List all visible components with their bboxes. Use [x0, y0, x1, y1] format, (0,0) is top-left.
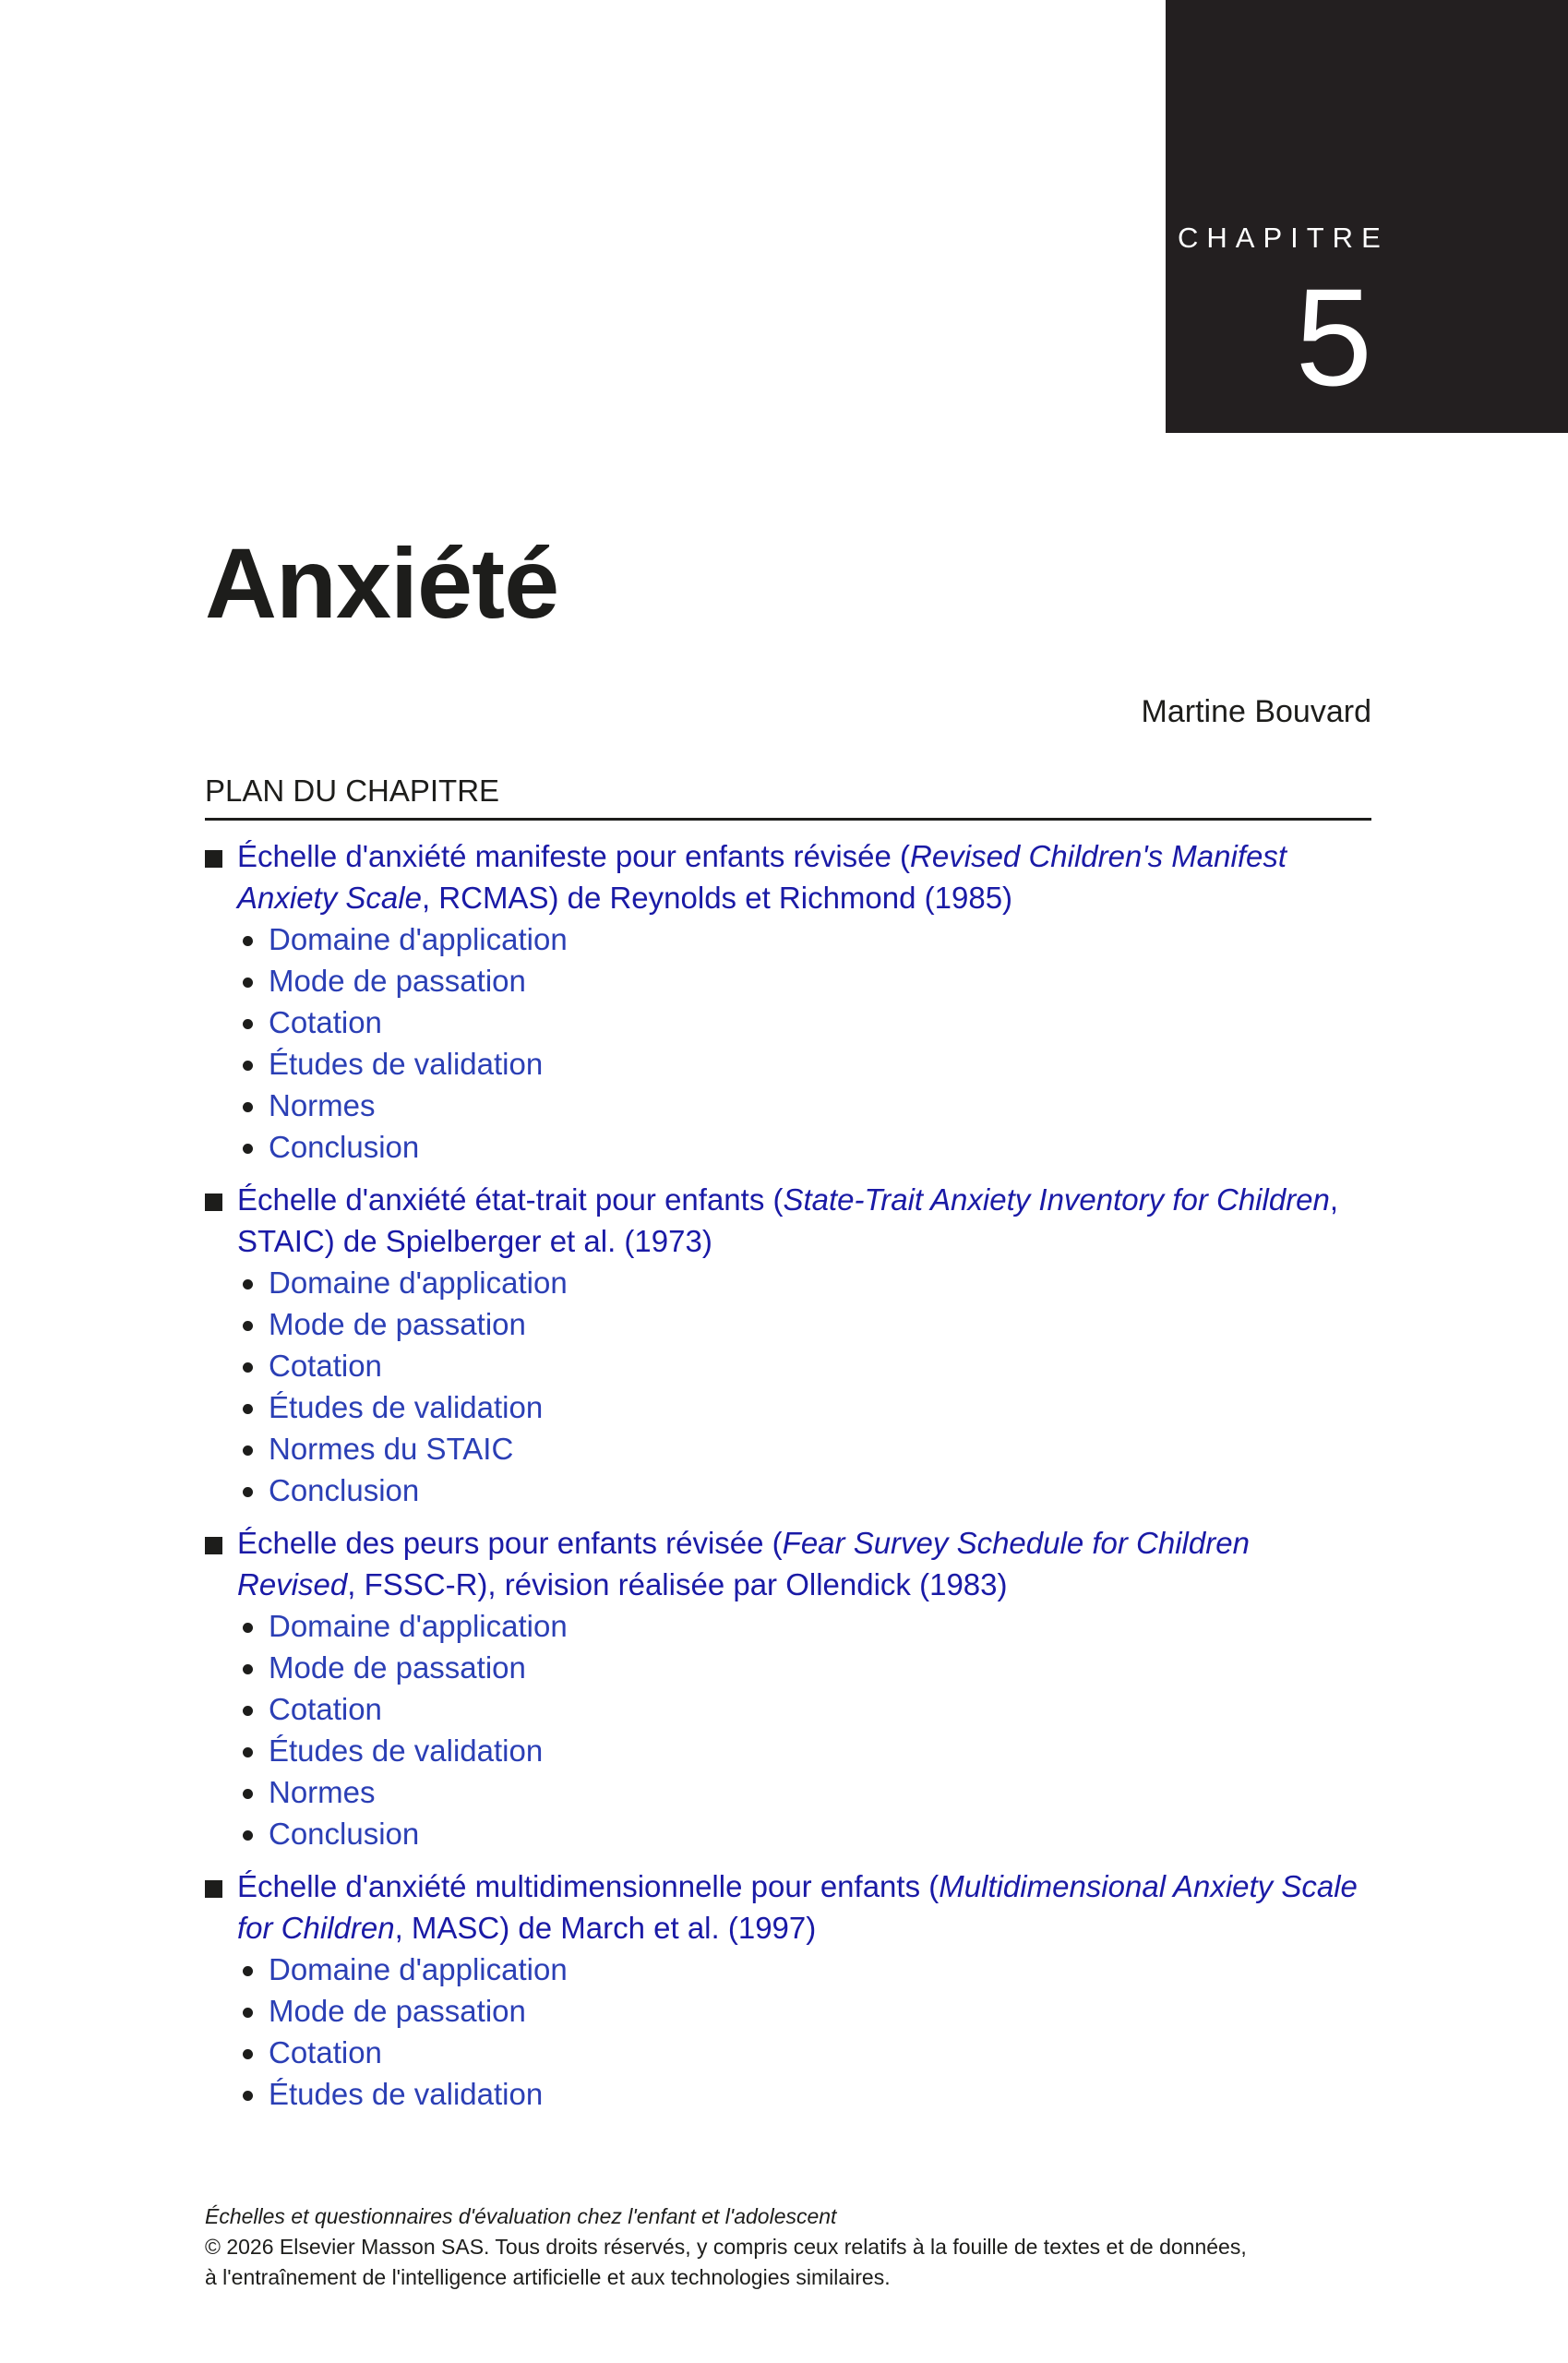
- toc-subsection-link[interactable]: [237, 1428, 1371, 1469]
- toc-title-english: Multidimensional Anxiety Scale for Children: [237, 1869, 1358, 1945]
- toc-section-link[interactable]: [237, 1522, 1371, 1605]
- toc-subsection-link[interactable]: [237, 1771, 1371, 1813]
- toc-subsection-label: Conclusion: [269, 1130, 420, 1164]
- toc-subsection-label: Normes: [269, 1088, 376, 1122]
- toc-subsection-label: Études de validation: [269, 2077, 544, 2111]
- bullet-dot-icon: [243, 1830, 253, 1841]
- square-bullet-icon: [205, 850, 222, 868]
- toc-entry: [205, 1179, 1371, 1511]
- toc-subsection-list: [237, 1949, 1371, 2115]
- toc-section-link[interactable]: [237, 835, 1371, 918]
- toc-subsection-link[interactable]: [237, 1126, 1371, 1168]
- toc-title-suffix: , FSSC-R), révision réalisée par Ollendick (1983): [347, 1567, 1008, 1601]
- footer-copyright-line-1: © 2026 Elsevier Masson SAS. Tous droits réservés, y compris ceux relatifs à la fouille de textes et de données,: [205, 2235, 1247, 2259]
- toc-subsection-label: Mode de passation: [269, 964, 526, 998]
- bullet-dot-icon: [243, 1144, 253, 1154]
- toc-title-suffix: , STAIC) de Spielberger et al. (1973): [237, 1182, 1339, 1258]
- toc-entry: [205, 1865, 1371, 2115]
- toc-subsection-link[interactable]: [237, 1647, 1371, 1688]
- toc-title-english: Revised Children's Manifest Anxiety Scale: [237, 839, 1287, 915]
- toc-title-text: Échelle d'anxiété état-trait pour enfants (: [237, 1182, 784, 1217]
- toc-subsection-label: Conclusion: [269, 1817, 420, 1851]
- toc-subsection-label: Cotation: [269, 2035, 382, 2069]
- bullet-dot-icon: [243, 1321, 253, 1331]
- bullet-dot-icon: [243, 1623, 253, 1633]
- square-bullet-icon: [205, 1880, 222, 1898]
- toc-subsection-list: [237, 918, 1371, 1168]
- toc-subsection-link[interactable]: [237, 960, 1371, 1002]
- toc-subsection-link[interactable]: [237, 1990, 1371, 2032]
- toc-subsection-label: Domaine d'application: [269, 1265, 568, 1300]
- toc-title-suffix: , MASC) de March et al. (1997): [394, 1911, 817, 1945]
- bullet-dot-icon: [243, 1102, 253, 1112]
- toc-subsection-label: Mode de passation: [269, 1994, 526, 2028]
- toc-subsection-label: Études de validation: [269, 1390, 544, 1424]
- toc-subsection-link[interactable]: [237, 1043, 1371, 1085]
- toc-subsection-label: Cotation: [269, 1349, 382, 1383]
- toc-subsection-link[interactable]: [237, 1345, 1371, 1386]
- toc-title-text: Échelle d'anxiété manifeste pour enfants révisée (: [237, 839, 911, 873]
- toc-section-link[interactable]: [237, 1179, 1371, 1262]
- toc-subsection-link[interactable]: [237, 918, 1371, 960]
- square-bullet-icon: [205, 1537, 222, 1554]
- toc-title-text: Échelle d'anxiété multidimensionnelle pour enfants (: [237, 1869, 940, 1903]
- bullet-dot-icon: [243, 1487, 253, 1497]
- toc-title-suffix: , RCMAS) de Reynolds et Richmond (1985): [421, 881, 1013, 915]
- toc-subsection-link[interactable]: [237, 1386, 1371, 1428]
- chapter-label: CHAPITRE: [1178, 222, 1389, 254]
- toc-subsection-label: Mode de passation: [269, 1650, 526, 1685]
- toc-title-english: Fear Survey Schedule for Children Revised: [237, 1526, 1250, 1601]
- footer: [205, 2201, 1405, 2293]
- toc-subsection-link[interactable]: [237, 1730, 1371, 1771]
- bullet-dot-icon: [243, 1747, 253, 1757]
- toc-subsection-link[interactable]: [237, 1688, 1371, 1730]
- bullet-dot-icon: [243, 1789, 253, 1799]
- bullet-dot-icon: [243, 2049, 253, 2059]
- toc-entry: [205, 835, 1371, 1168]
- toc-subsection-label: Études de validation: [269, 1047, 544, 1081]
- chapter-badge: [1166, 0, 1568, 433]
- toc-subsection-label: Cotation: [269, 1005, 382, 1039]
- author-name: Martine Bouvard: [1141, 694, 1371, 729]
- toc-subsection-label: Conclusion: [269, 1473, 420, 1507]
- toc-subsection-link[interactable]: [237, 1002, 1371, 1043]
- toc-title-english: State-Trait Anxiety Inventory for Children: [783, 1182, 1330, 1217]
- toc-subsection-label: Domaine d'application: [269, 922, 568, 956]
- toc-section-link[interactable]: [237, 1865, 1371, 1949]
- toc-subsection-link[interactable]: [237, 1949, 1371, 1990]
- toc-subsection-label: Mode de passation: [269, 1307, 526, 1341]
- bullet-dot-icon: [243, 1966, 253, 1976]
- toc-subsection-label: Domaine d'application: [269, 1609, 568, 1643]
- toc-subsection-label: Normes: [269, 1775, 376, 1809]
- toc-entry: [205, 1522, 1371, 1854]
- bullet-dot-icon: [243, 1061, 253, 1071]
- bullet-dot-icon: [243, 936, 253, 946]
- bullet-dot-icon: [243, 2008, 253, 2018]
- table-of-contents: [205, 835, 1371, 2126]
- bullet-dot-icon: [243, 1445, 253, 1456]
- bullet-dot-icon: [243, 1404, 253, 1414]
- toc-subsection-label: Domaine d'application: [269, 1952, 568, 1986]
- toc-title-text: Échelle des peurs pour enfants révisée (: [237, 1526, 783, 1560]
- toc-subsection-link[interactable]: [237, 2032, 1371, 2073]
- toc-subsection-label: Normes du STAIC: [269, 1432, 514, 1466]
- chapter-number: 5: [1295, 259, 1372, 414]
- footer-book-title: Échelles et questionnaires d'évaluation chez l'enfant et l'adolescent: [205, 2204, 837, 2228]
- bullet-dot-icon: [243, 1706, 253, 1716]
- toc-subsection-label: Cotation: [269, 1692, 382, 1726]
- toc-subsection-list: [237, 1605, 1371, 1854]
- toc-subsection-link[interactable]: [237, 2073, 1371, 2115]
- page-title: Anxiété: [205, 527, 559, 639]
- plan-heading: PLAN DU CHAPITRE: [205, 774, 1371, 821]
- bullet-dot-icon: [243, 978, 253, 988]
- bullet-dot-icon: [243, 2091, 253, 2101]
- toc-subsection-link[interactable]: [237, 1605, 1371, 1647]
- toc-subsection-link[interactable]: [237, 1303, 1371, 1345]
- bullet-dot-icon: [243, 1664, 253, 1674]
- bullet-dot-icon: [243, 1019, 253, 1029]
- bullet-dot-icon: [243, 1279, 253, 1289]
- footer-copyright-line-2: à l'entraînement de l'intelligence artificielle et aux technologies similaires.: [205, 2265, 891, 2289]
- toc-subsection-link[interactable]: [237, 1813, 1371, 1854]
- toc-subsection-link[interactable]: [237, 1469, 1371, 1511]
- bullet-dot-icon: [243, 1362, 253, 1373]
- toc-subsection-link[interactable]: [237, 1262, 1371, 1303]
- square-bullet-icon: [205, 1193, 222, 1211]
- toc-subsection-label: Études de validation: [269, 1733, 544, 1768]
- toc-subsection-list: [237, 1262, 1371, 1511]
- toc-subsection-link[interactable]: [237, 1085, 1371, 1126]
